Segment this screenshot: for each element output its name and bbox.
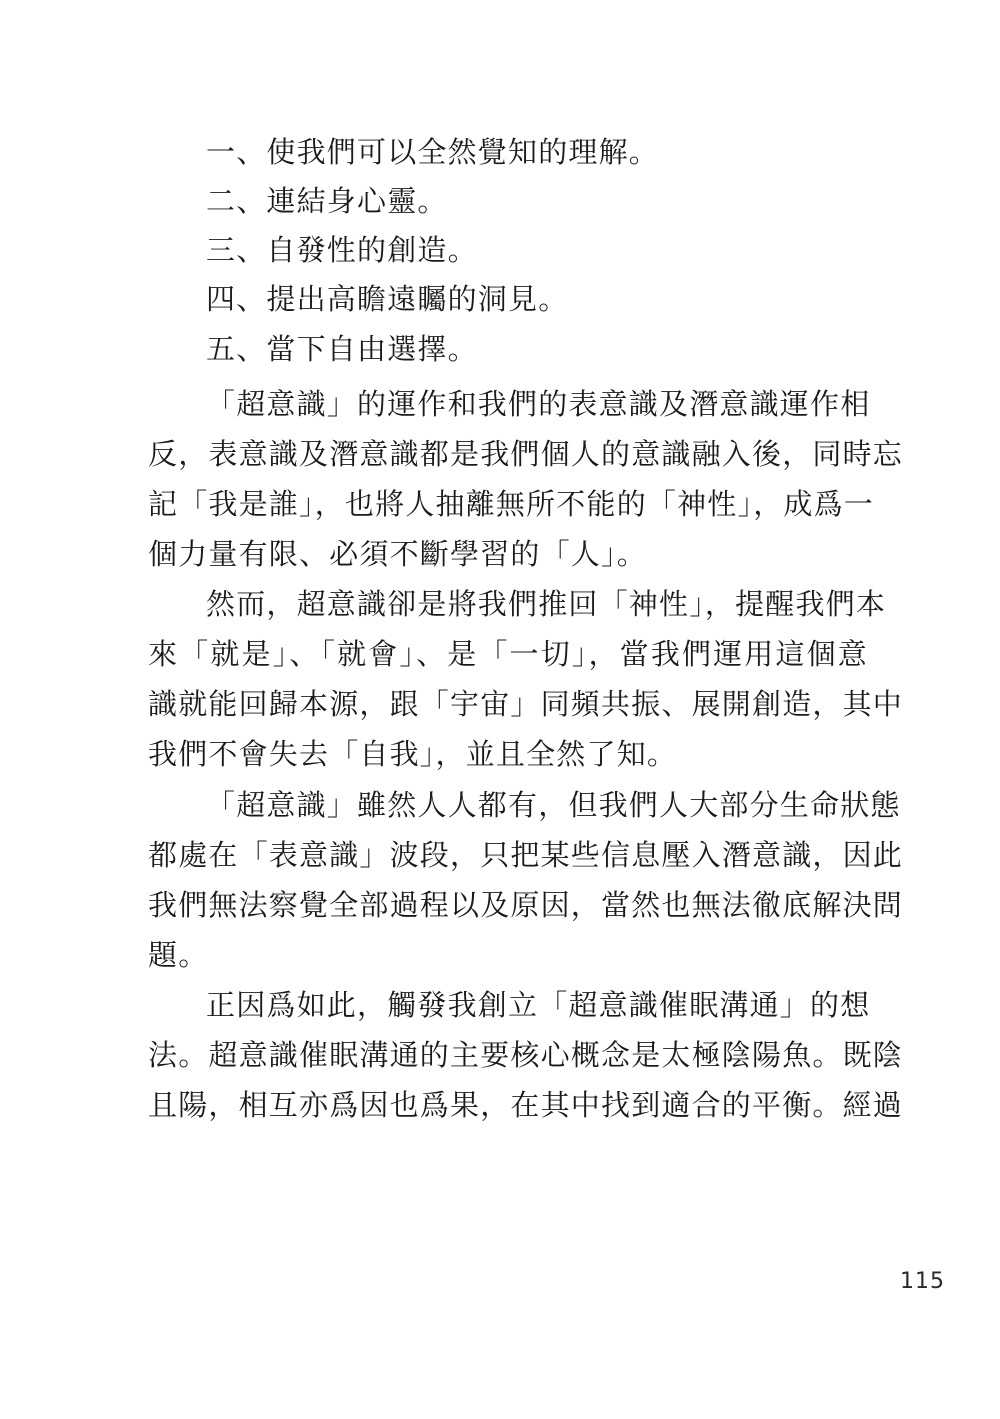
paragraph-line: 正因爲如此，觸發我創立「超意識催眠溝通」的想 bbox=[206, 988, 871, 1022]
paragraph-line: 且陽，相互亦爲因也爲果，在其中找到適合的平衡。經過 bbox=[148, 1088, 904, 1122]
paragraph-line: 然而，超意識卻是將我們推回「神性」，提醒我們本 bbox=[206, 587, 887, 621]
page-number: 115 bbox=[900, 1269, 945, 1294]
paragraph-line: 反，表意識及潛意識都是我們個人的意識融入後，同時忘 bbox=[148, 437, 904, 471]
paragraph-line: 我們無法察覺全部過程以及原因，當然也無法徹底解決問 bbox=[148, 888, 904, 922]
paragraph-line: 法。超意識催眠溝通的主要核心概念是太極陰陽魚。既陰 bbox=[148, 1038, 904, 1072]
paragraph-line: 記「我是誰」，也將人抽離無所不能的「神性」，成爲一 bbox=[148, 487, 875, 521]
list-item: 五、當下自由選擇。 bbox=[206, 332, 478, 366]
paragraph-line: 個力量有限、必須不斷學習的「人」。 bbox=[148, 537, 647, 571]
paragraph-line: 都處在「表意識」波段，只把某些信息壓入潛意識，因此 bbox=[148, 838, 904, 872]
paragraph-line: 來「就是」、「就會」、是「一切」，當我們運用這個意 bbox=[148, 637, 868, 671]
paragraph-line: 「超意識」的運作和我們的表意識及潛意識運作相 bbox=[206, 387, 871, 421]
paragraph-line: 識就能回歸本源，跟「宇宙」同頻共振、展開創造，其中 bbox=[148, 687, 904, 721]
paragraph-line: 我們不會失去「自我」，並且全然了知。 bbox=[148, 737, 678, 771]
list-item: 二、連結身心靈。 bbox=[206, 184, 448, 218]
list-item: 四、提出高瞻遠矚的洞見。 bbox=[206, 282, 569, 316]
list-item: 一、使我們可以全然覺知的理解。 bbox=[206, 135, 660, 169]
paragraph-line: 「超意識」雖然人人都有，但我們人大部分生命狀態 bbox=[206, 788, 901, 822]
list-item: 三、自發性的創造。 bbox=[206, 233, 478, 267]
paragraph-line: 題。 bbox=[148, 938, 209, 972]
